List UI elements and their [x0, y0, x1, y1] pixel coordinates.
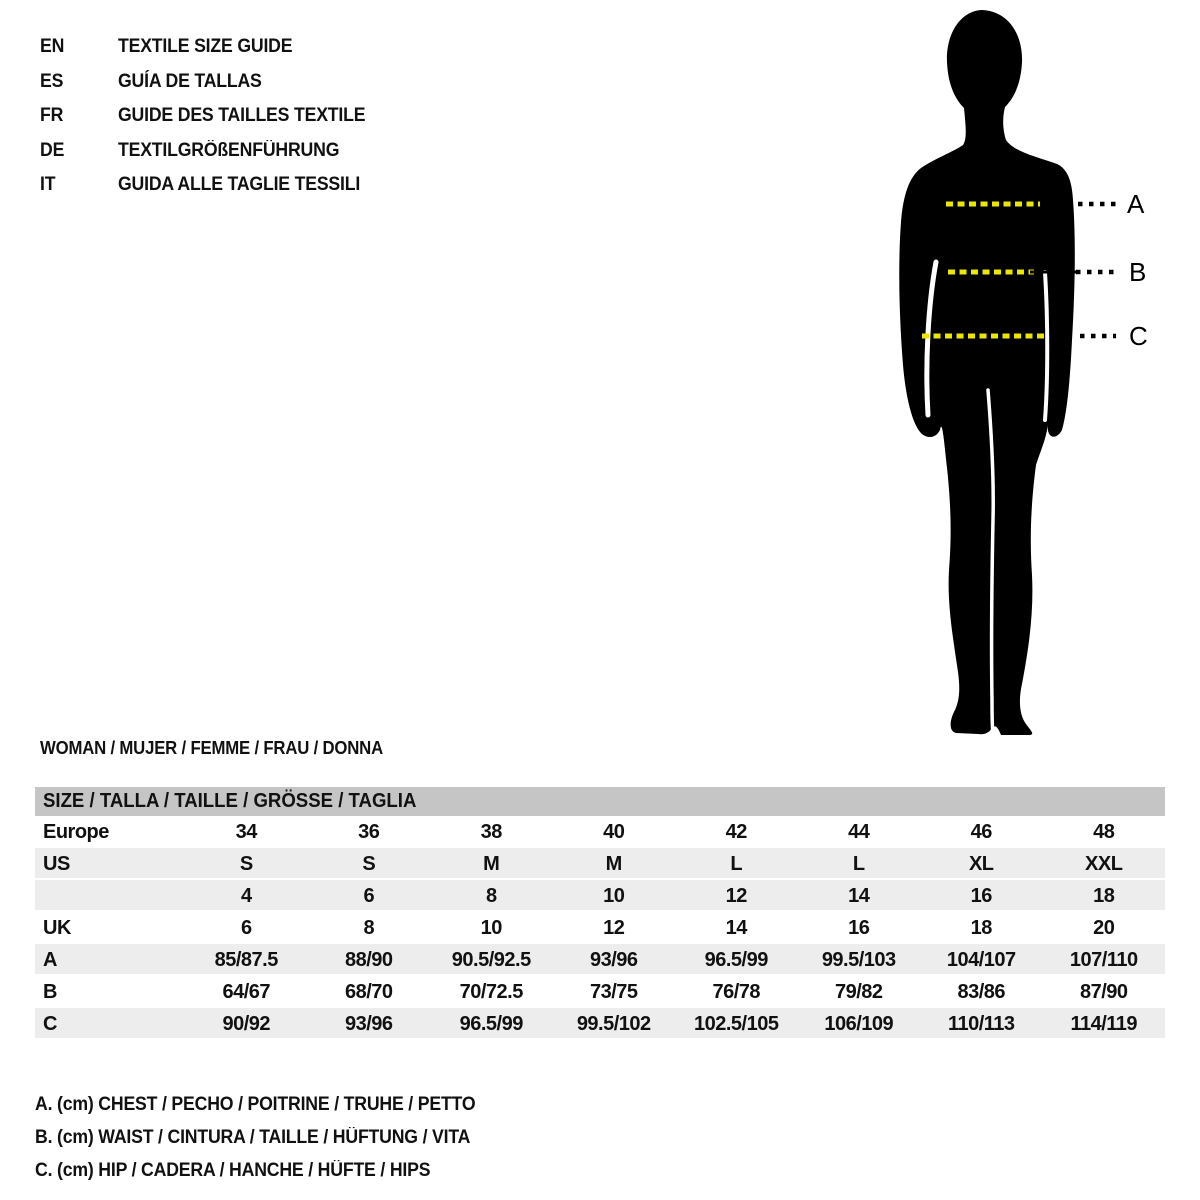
legend-line [35, 1154, 509, 1187]
language-list [40, 30, 384, 203]
table-row [35, 848, 1165, 880]
row-label: Europe [43, 820, 109, 843]
size-value: 8 [485, 884, 497, 907]
size-value: 12 [603, 916, 625, 939]
size-value: 42 [725, 820, 747, 843]
size-value: 99.5/102 [576, 1012, 651, 1035]
size-value: 16 [970, 884, 992, 907]
size-value: 46 [970, 820, 992, 843]
size-value: 18 [1093, 884, 1115, 907]
size-value: 10 [603, 884, 625, 907]
language-code: FR [40, 105, 64, 127]
size-value: 16 [848, 916, 870, 939]
row-label: UK [43, 916, 71, 939]
size-value: 114/119 [1070, 1012, 1138, 1035]
legend-line [35, 1088, 509, 1121]
row-label: US [43, 852, 70, 875]
size-value: 79/82 [834, 980, 883, 1003]
size-value: 14 [848, 884, 870, 907]
table-row [35, 976, 1165, 1008]
size-value: 93/96 [344, 1012, 393, 1035]
language-code: DE [40, 139, 65, 161]
size-value: 106/109 [824, 1012, 894, 1035]
size-value: 107/110 [1069, 948, 1138, 971]
size-value: 93/96 [589, 948, 638, 971]
legend-line-text: B. (cm) WAIST / CINTURA / TAILLE / HÜFTUNG / VITA [35, 1126, 471, 1148]
size-value: 36 [358, 820, 380, 843]
language-row-en [40, 30, 384, 65]
size-value: 6 [240, 916, 252, 939]
size-table-header [35, 787, 1165, 816]
size-value: 12 [725, 884, 747, 907]
size-value: 96.5/99 [459, 1012, 523, 1035]
size-value: 34 [235, 820, 257, 843]
size-value: M [483, 852, 500, 875]
section-title-text: WOMAN / MUJER / FEMME / FRAU / DONNA [40, 738, 383, 758]
size-value: 85/87.5 [214, 948, 278, 971]
size-value: 90/92 [222, 1012, 271, 1035]
language-code: ES [40, 70, 64, 92]
row-label: C [43, 1012, 57, 1035]
table-row [35, 944, 1165, 976]
size-value: 83/86 [957, 980, 1006, 1003]
language-label: TEXTILE SIZE GUIDE [118, 36, 293, 58]
size-value: 10 [480, 916, 502, 939]
legend-line-text: A. (cm) CHEST / PECHO / POITRINE / TRUHE / PETTO [35, 1093, 476, 1115]
size-value: 38 [480, 820, 502, 843]
language-label: GUIDA ALLE TAGLIE TESSILI [118, 174, 361, 196]
size-value: 88/90 [344, 948, 393, 971]
hip-marker-label: C [1129, 321, 1148, 351]
right-arm-gap [1045, 272, 1047, 420]
table-row [35, 880, 1165, 912]
waist-marker-label: B [1129, 257, 1147, 287]
size-value: 8 [363, 916, 375, 939]
woman-silhouette-figure [850, 0, 1200, 740]
size-value: 90.5/92.5 [451, 948, 531, 971]
size-value: XXL [1085, 852, 1123, 875]
size-value: L [852, 852, 865, 875]
size-value: 110/113 [947, 1012, 1015, 1035]
size-value: 76/78 [712, 980, 761, 1003]
language-label: GUÍA DE TALLAS [118, 70, 262, 92]
size-value: 99.5/103 [821, 948, 896, 971]
size-value: XL [968, 852, 994, 875]
size-value: 96.5/99 [704, 948, 768, 971]
language-row-it [40, 168, 384, 203]
size-value: 44 [848, 820, 870, 843]
table-row [35, 1008, 1165, 1040]
table-row [35, 912, 1165, 944]
size-value: L [730, 852, 743, 875]
language-code: EN [40, 36, 65, 58]
size-value: 6 [363, 884, 375, 907]
legend-line-text: C. (cm) HIP / CADERA / HANCHE / HÜFTE / HIPS [35, 1159, 431, 1181]
section-title [40, 738, 409, 759]
size-table [35, 787, 1165, 1040]
chest-marker-label: A [1127, 189, 1145, 219]
size-value: 40 [603, 820, 625, 843]
language-row-de [40, 134, 384, 169]
row-label: A [43, 948, 57, 971]
size-value: S [239, 852, 253, 875]
size-value: S [362, 852, 376, 875]
table-row [35, 816, 1165, 848]
language-row-fr [40, 99, 384, 134]
size-value: 73/75 [589, 980, 638, 1003]
size-value: 87/90 [1079, 980, 1128, 1003]
language-label: GUIDE DES TAILLES TEXTILE [118, 105, 366, 127]
size-table-header-text: SIZE / TALLA / TAILLE / GRÖSSE / TAGLIA [43, 790, 417, 812]
size-value: M [605, 852, 622, 875]
row-label: B [43, 980, 57, 1003]
size-value: 70/72.5 [459, 980, 523, 1003]
size-value: 102.5/105 [694, 1012, 779, 1035]
language-label: TEXTILGRÖßENFÜHRUNG [118, 139, 340, 161]
figure-area [850, 0, 1200, 740]
size-value: 104/107 [946, 948, 1016, 971]
language-code: IT [40, 174, 56, 196]
legend [35, 1088, 509, 1187]
legend-line [35, 1121, 509, 1154]
size-value: 4 [240, 884, 252, 907]
size-value: 14 [725, 916, 747, 939]
size-value: 18 [970, 916, 992, 939]
size-value: 64/67 [222, 980, 271, 1003]
size-value: 20 [1093, 916, 1115, 939]
size-table-body [35, 816, 1165, 1040]
size-value: 68/70 [344, 980, 393, 1003]
language-row-es [40, 65, 384, 100]
size-value: 48 [1093, 820, 1115, 843]
